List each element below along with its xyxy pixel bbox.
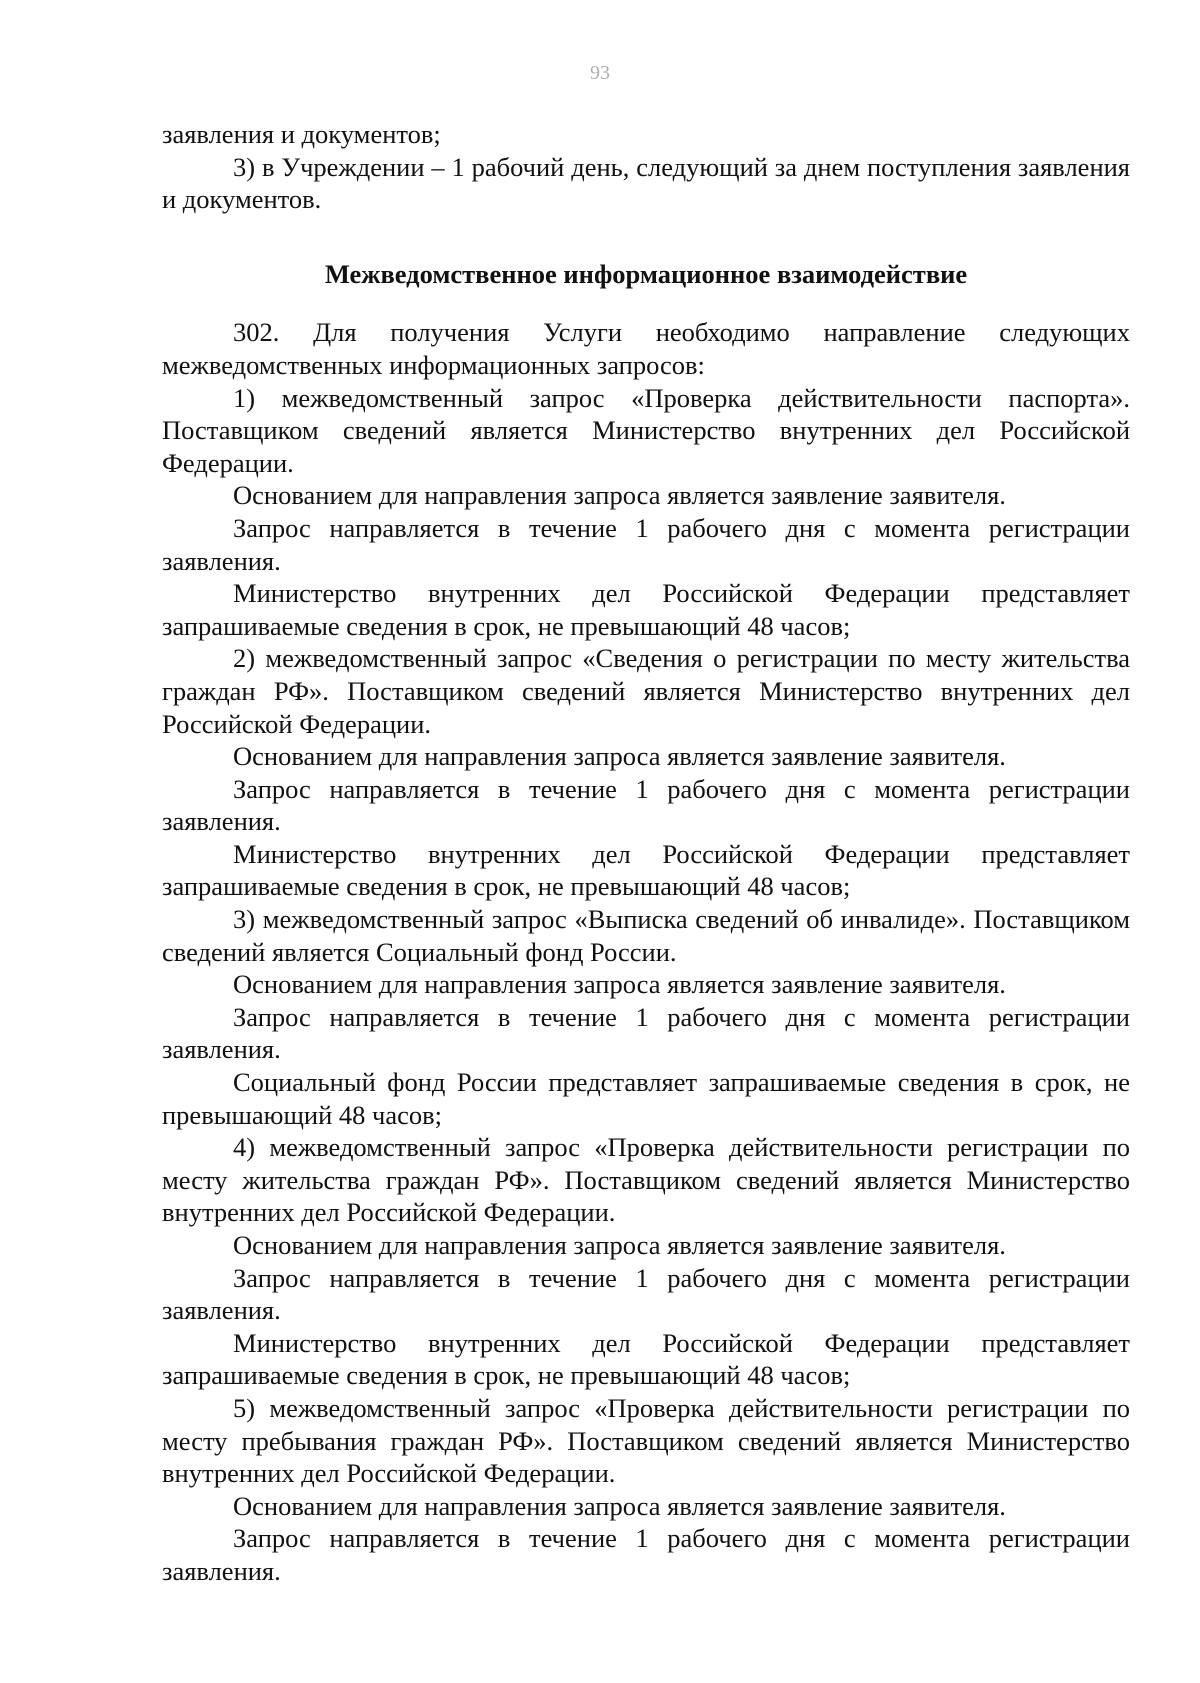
paragraph: Основанием для направления запроса является заявление заявителя. [233,1230,1006,1260]
paragraph: Основанием для направления запроса является заявление заявителя. [233,1490,1006,1521]
paragraph: 4) межведомственный запрос «Проверка действительности регистрации по месту жительства граждан РФ». Поставщиком сведений является Министерство внутренних дел Российской Федерации. [162,1132,1130,1228]
document-body [162,118,1130,1588]
paragraph: 3) межведомственный запрос «Выписка сведений об инвалиде». Поставщиком сведений является Социальный фонд России. [162,904,1130,967]
paragraph: 3) в Учреждении – 1 рабочий день, следующий за днем поступления заявления и документов. [162,151,1130,215]
paragraph: Социальный фонд России представляет запрашиваемые сведения в срок, не превышающий 48 часов; [162,1067,1130,1130]
paragraph: Министерство внутренних дел Российской Федерации представляет запрашиваемые сведения в срок, не превышающий 48 часов; [162,578,1130,641]
paragraph: 5) межведомственный запрос «Проверка действительности регистрации по месту пребывания граждан РФ». Поставщиком сведений является Министерство внутренних дел Российской Федерации. [162,1392,1130,1489]
section-heading: Межведомственное информационное взаимодействие [324,258,968,289]
page-number: 93 [590,62,610,84]
paragraph: Запрос направляется в течение 1 рабочего дня с момента регистрации заявления. [162,1001,1130,1065]
paragraph: заявления и документов; [162,119,441,149]
paragraph: 1) межведомственный запрос «Проверка действительности паспорта». Поставщиком сведений является Министерство внутренних дел Российской Федерации. [162,382,1130,478]
paragraph: Основанием для направления запроса является заявление заявителя. [233,480,1006,511]
paragraph: Запрос направляется в течение 1 рабочего дня с момента регистрации заявления. [162,512,1130,576]
paragraph: 302. Для получения Услуги необходимо направление следующих межведомственных информационных запросов: [162,317,1130,380]
paragraph: Запрос направляется в течение 1 рабочего дня с момента регистрации заявления. [162,773,1130,837]
paragraph: Запрос направляется в течение 1 рабочего дня с момента регистрации заявления. [162,1523,1130,1586]
paragraph: Основанием для направления запроса является заявление заявителя. [233,741,1006,772]
paragraph: Основанием для направления запроса является заявление заявителя. [233,969,1006,1000]
paragraph: Министерство внутренних дел Российской Федерации представляет запрашиваемые сведения в срок, не превышающий 48 часов; [162,1327,1130,1391]
paragraph: 2) межведомственный запрос «Сведения о регистрации по месту жительства граждан РФ». Поставщиком сведений является Министерство внутренних дел Российской Федерации. [162,643,1130,739]
paragraph: Запрос направляется в течение 1 рабочего дня с момента регистрации заявления. [162,1262,1130,1326]
paragraph: Министерство внутренних дел Российской Федерации представляет запрашиваемые сведения в срок, не превышающий 48 часов; [162,838,1130,902]
